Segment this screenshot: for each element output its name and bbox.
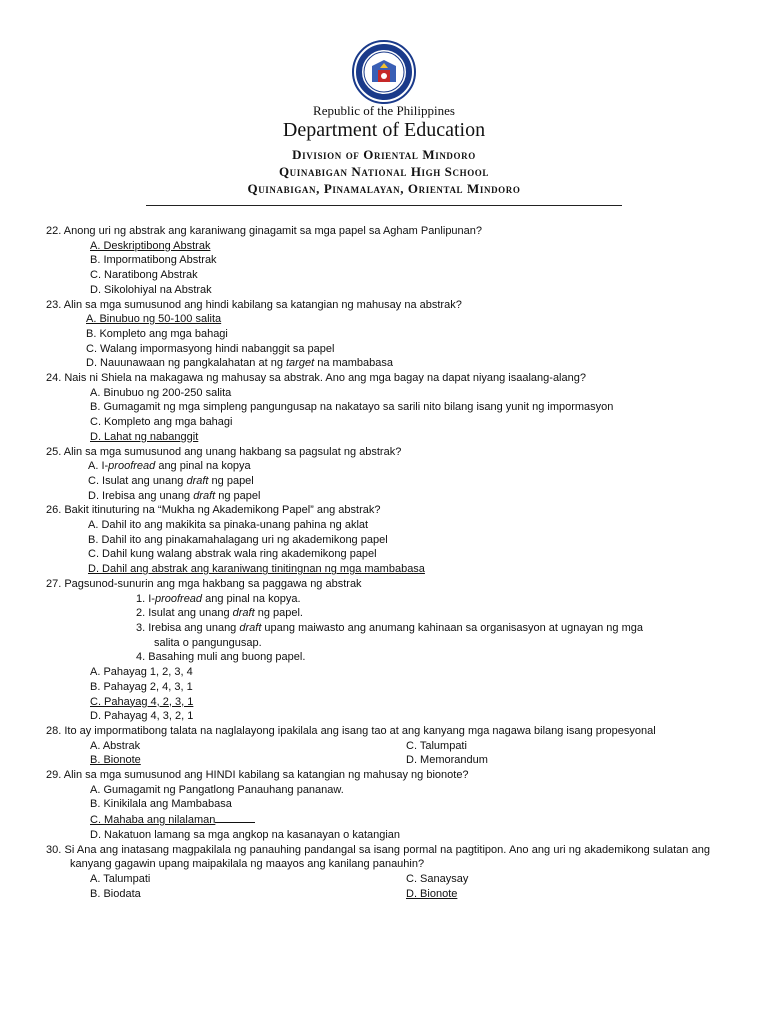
question-23: 23. Alin sa mga sumusunod ang hindi kabilang sa katangian ng mahusay na abstrak? (46, 298, 462, 311)
q29-option-b: B. Kinikilala ang Mambabasa (90, 798, 232, 811)
q23-option-b: B. Kompleto ang mga bahagi (86, 327, 228, 340)
question-28: 28. Ito ay impormatibong talata na naglalayong ipakilala ang isang tao at ang kanyang mga nagawa bilang isang propesyonal (46, 724, 656, 737)
q23-option-d: D. Nauunawaan ng pangkalahatan at ng target na mambabasa (86, 357, 394, 370)
q27-step-3: 3. Irebisa ang unang draft upang maiwasto ang anumang kahinaan sa organisasyon at ugnayan ng mga (136, 621, 643, 634)
q27-step-2: 2. Isulat ang unang draft ng papel. (136, 607, 303, 620)
q26-option-c: C. Dahil kung walang abstrak wala ring akademikong papel (88, 548, 377, 561)
q29-option-d: D. Nakatuon lamang sa mga angkop na kasanayan o katangian (90, 828, 401, 841)
q22-option-c: C. Naratibong Abstrak (90, 269, 198, 282)
q26-option-a: A. Dahil ito ang makikita sa pinaka-unang pahina ng aklat (88, 519, 369, 532)
q25-option-c: C. Isulat ang unang draft ng papel (88, 474, 254, 487)
q22-option-b: B. Impormatibong Abstrak (90, 254, 217, 267)
q26-option-d: D. Dahil ang abstrak ang karaniwang tinitingnan ng mga mambabasa (88, 563, 425, 576)
republic-line: Republic of the Philippines (313, 103, 455, 118)
q27-option-a: A. Pahayag 1, 2, 3, 4 (90, 666, 193, 679)
q29-option-c: C. Mahaba ang nilalaman (90, 814, 216, 827)
q30-option-b: B. Biodata (90, 887, 141, 900)
q24-option-a: A. Binubuo ng 200-250 salita (90, 386, 232, 399)
q30-options-row-1 (46, 872, 710, 887)
school-address: Quinabigan, Pinamalayan, Oriental Mindoro (247, 181, 521, 196)
q25-option-a: A. I-proofread ang pinal na kopya (88, 460, 251, 473)
q22-option-d: D. Sikolohiyal na Abstrak (90, 283, 212, 296)
q28-options-row-2 (46, 753, 710, 768)
q27-step-4: 4. Basahing muli ang buong papel. (136, 651, 306, 664)
q29-option-a: A. Gumagamit ng Pangatlong Panauhang pananaw. (90, 783, 344, 796)
q30-options-row-2 (46, 887, 710, 902)
question-29: 29. Alin sa mga sumusunod ang HINDI kabilang sa katangian ng mahusay ng bionote? (46, 769, 469, 782)
question-26: 26. Bakit itinuturing na “Mukha ng Akademikong Papel” ang abstrak? (46, 504, 381, 517)
question-25: 25. Alin sa mga sumusunod ang unang hakbang sa pagsulat ng abstrak? (46, 445, 402, 458)
q22-option-a: A. Deskriptibong Abstrak (90, 239, 211, 252)
q28-option-d: D. Memorandum (406, 754, 488, 767)
q28-option-a: A. Abstrak (90, 739, 141, 752)
q27-step-1: 1. I-proofread ang pinal na kopya. (136, 592, 301, 605)
question-24: 24. Nais ni Shiela na makagawa ng mahusay sa abstrak. Ano ang mga bagay na dapat niyang isaalang-alang? (46, 372, 586, 385)
deped-seal-icon (352, 40, 416, 104)
q23-option-c: C. Walang impormasyong hindi nabanggit sa papel (86, 342, 335, 355)
q25-option-d: D. Irebisa ang unang draft ng papel (88, 489, 261, 502)
q26-option-b: B. Dahil ito ang pinakamahalagang uri ng akademikong papel (88, 533, 388, 546)
deped-seal (352, 40, 416, 104)
q28-option-b: B. Bionote (90, 754, 141, 767)
q24-option-b: B. Gumagamit ng mga simpleng pangungusap na nakatayo sa sarili nito bilang isang yunit ng impormasyon (90, 401, 614, 414)
q24-option-c: C. Kompleto ang mga bahagi (90, 416, 233, 429)
q27-option-c: C. Pahayag 4, 2, 3, 1 (90, 695, 194, 708)
q30-option-c: C. Sanaysay (406, 872, 469, 885)
question-27: 27. Pagsunod-sunurin ang mga hakbang sa paggawa ng abstrak (46, 577, 362, 590)
q27-step-3-cont: salita o pangungusap. (154, 636, 262, 649)
q29-underline-blank (215, 812, 255, 823)
exam-questions (46, 224, 710, 901)
q30-option-a: A. Talumpati (90, 872, 151, 885)
q29-option-c-line (46, 812, 710, 828)
header-divider (146, 205, 622, 206)
q27-option-d: D. Pahayag 4, 3, 2, 1 (90, 710, 194, 723)
division-name: Division of Oriental Mindoro (292, 147, 476, 162)
q28-options-row-1 (46, 739, 710, 754)
q24-option-d: D. Lahat ng nabanggit (90, 430, 199, 443)
q23-option-a: A. Binubuo ng 50-100 salita (86, 313, 222, 326)
q28-option-c: C. Talumpati (406, 739, 467, 752)
department-title: Department of Education (282, 119, 486, 141)
q27-option-b: B. Pahayag 2, 4, 3, 1 (90, 680, 193, 693)
q30-option-d: D. Bionote (406, 887, 458, 900)
question-22: 22. Anong uri ng abstrak ang karaniwang ginagamit sa mga papel sa Agham Panlipunan? (46, 225, 483, 237)
school-name: Quinabigan National High School (278, 164, 490, 179)
question-30: 30. Si Ana ang inatasang magpakilala ng panauhing pandangal sa isang pormal na pagtitipon. Ano ang uri ng akademikong sulatan ang kanyang gagawin upang maipakilala ng maayos ang kanilang panauhin? (46, 843, 710, 871)
